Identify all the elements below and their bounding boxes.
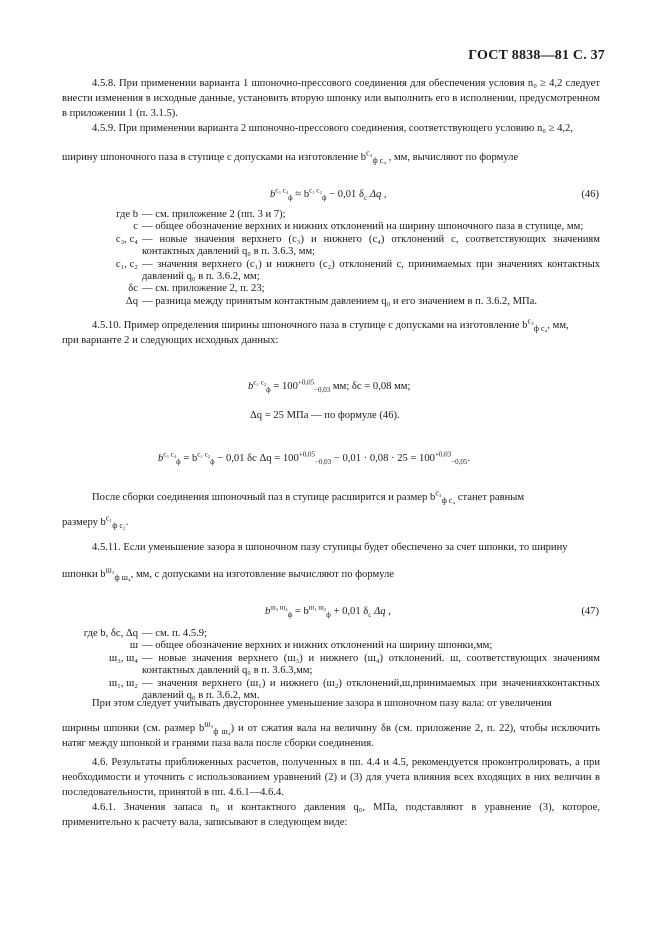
formula-rest: + 0,01 δ — [333, 606, 369, 617]
paragraph-4-5-9-line: 4.5.9. При применении варианта 2 шпоночно-прессового соединения, соответствующего условию n₀ ≥ 4,2, — [92, 123, 573, 134]
symbol: b — [248, 381, 254, 392]
text: размеру b — [62, 517, 106, 528]
formula-rest: − 0,01 δ — [329, 189, 364, 200]
text: при варианте 2 и следующих исходных данных: — [62, 335, 279, 346]
sup: +0,05 — [298, 450, 315, 459]
formula-lhs: b — [270, 189, 276, 200]
example-line-3: $b^{c_3 c_4}_ф = b^{c_1 c_2}_ф - 0,01$ δc $\Delta q = 100^{+0,05}_{-0,03} - 0,01 \cdot 0,08 \cdot 25 = 100^{+0,03}_{-0,05}$. — [158, 450, 471, 467]
sup: +0,05 — [297, 378, 315, 387]
paragraph-4-5-8 — [62, 76, 600, 136]
legend-row: где b, δc, Δq — см. п. 4.5.9; — [83, 628, 208, 639]
formula-lhs: b — [265, 606, 271, 617]
sup: +0,03 — [434, 450, 452, 459]
formula-mid: = b — [294, 606, 309, 617]
tail: мм; δc = 0,08 мм; — [330, 381, 411, 392]
sub: −0,03 — [314, 386, 331, 395]
paragraph-4-5-9-cont: ширину шпоночного паза в ступице с допусками на изготовление $b^{c_3}_{ф c_4}$ , мм, вычисляют по формуле — [62, 148, 519, 166]
text: − 0,01 · 0,08 · 25 = 100 — [333, 453, 435, 464]
text: − 0,01 δc Δq = 100 — [217, 453, 299, 464]
formula-tail: Δq , — [374, 606, 391, 617]
paragraph-4-5-11: 4.5.11. Если уменьшение зазора в шпоночном пазу ступицы будет обеспечено за счет шпонки, то ширину шпонки $b^{ш_3}_{ф ш_4}$, мм, с допусками на изготовление вычисляют по формуле — [62, 540, 600, 582]
text: шпонки b — [62, 569, 106, 580]
formula-46-number: (46) — [581, 189, 599, 200]
text: , мм, — [547, 320, 569, 331]
text: , мм, вычисляют по формуле — [388, 152, 519, 163]
paragraph-4-6 — [62, 755, 600, 830]
value: = 100 — [273, 381, 298, 392]
sub: −0,03 — [314, 458, 332, 467]
text: , мм, с допусками на изготовление вычисляют по формуле — [130, 569, 394, 580]
text: . — [467, 453, 471, 464]
text: При этом следует учитывать двустороннее уменьшение зазора в шпоночном пазу вала: от увеличения — [92, 698, 552, 709]
legend-row: ш₃, ш₄ — новые значения верхнего (ш₃) и нижнего (ш₄) отклонений. ш, соответствующих значениям контактных давлений q₀ в п. 3.6.3,мм; — [109, 652, 600, 677]
formula-mid: ≈ b — [295, 189, 310, 200]
text: После сборки соединения шпоночный паз в ступице расширится и размер b — [92, 492, 436, 503]
formula-tail: Δq , — [369, 189, 387, 200]
text: ширину шпоночного паза в ступице с допусками на изготовление b — [62, 152, 367, 163]
legend-row: ш — общее обозначение верхних и нижних отклонений на ширину шпонки,мм; — [129, 640, 493, 652]
example-line-1: $b^{c_1 c_2}_ф = 100^{+0,05}_{-0,03}$ мм; δc = 0,08 мм; — [248, 378, 411, 395]
legend-47 — [62, 628, 600, 702]
example-line-2: Δq = 25 МПа — по формуле (46). — [250, 410, 400, 421]
legend-row: где b — см. приложение 2 (пп. 3 и 7); — [116, 209, 286, 220]
formula-47: $b^{ш_3 ш_4}_ф = b^{ш_1 ш_2}_ф + 0,01$ $\delta_c$ Δq , — [265, 603, 391, 620]
sub: −0,05 — [451, 458, 468, 467]
legend-row: c — общее обозначение верхних и нижних отклонений на ширину шпоночного паза в ступице, мм; — [133, 221, 584, 233]
paragraph-4-5-10: 4.5.10. Пример определения ширины шпоночного паза в ступице с допусками на изготовление $b^{c_3}_{ф c_4}$, мм, при варианте 2 и следующих исходных данных: — [62, 318, 600, 348]
legend-row: δc — см. приложение 2, п. 23; — [128, 283, 265, 295]
legend-row: c₁, c₂ — значения верхнего (c₁) и нижнего (c₂) отклонений c, принимаемых при значениях контактных давлений q₀ в п. 3.6.2, мм; — [115, 258, 600, 283]
formula-47-number: (47) — [581, 606, 599, 617]
page-header: ГОСТ 8838—81 С. 37 — [468, 48, 605, 63]
legend-row: Δq — разница между принятым контактным давлением q₀ и его значением в п. 3.6.2, МПа. — [125, 295, 538, 307]
symbol: b — [158, 453, 164, 464]
legend-46 — [62, 209, 600, 308]
legend-row: ш₁, ш₂ — значения верхнего (ш₁) и нижнего (ш₂) отклонений,ш,принимаемых при значенияхконтактных давлений q₀ в п. 3.6.2, мм. — [109, 677, 600, 702]
text: ширины шпонки (см. размер b — [62, 723, 205, 734]
text: 4.6. Результаты приближенных расчетов, полученных в пп. 4.4 и 4.5, рекомендуется проконтролировать, а при необходимости и уточнить с использованием уравнений (2) и (3) для учета влияния всех входящих в них величин в последовательности, принятой в пп. 4.6.1—4.6.4. — [62, 757, 600, 798]
text: станет равным — [457, 492, 525, 503]
text: 4.5.10. Пример определения ширины шпоночного паза в ступице с допусками на изготовление b — [92, 320, 528, 331]
text: = b — [183, 453, 198, 464]
paragraph-after-assembly: После сборки соединения шпоночный паз в ступице расширится и размер $b^{c_3}_{ф c_4}$ станет равным размеру $b^{c_1}_{ф c_2}$. — [62, 488, 525, 531]
legend-row: c₃, c₄ — новые значения верхнего (c₃) и нижнего (c₄) отклонений c, соответствующих значениям контактных давлений q₀ в п. 3.6.3, мм; — [115, 233, 600, 258]
formula-46: $b^{c_3 c_4}_ф \approx b^{c_1 c_2}_ф - 0,01$ $\delta_c$ Δq , — [270, 186, 387, 203]
text: 4.5.11. Если уменьшение зазора в шпоночном пазу ступицы будет обеспечено за счет шпонки, то ширину — [92, 542, 568, 553]
paragraph-clearance: При этом следует учитывать двустороннее уменьшение зазора в шпоночном пазу вала: от увеличения ширины шпонки (см. размер $b^{ш_3}_{ф ш_4}$) и от сжатия вала на величину δв (см. приложение 2, п. 22), чтобы исключить натяг между шпонкой и гранями паза вала после сборки соединения. — [62, 698, 600, 749]
text: ) и от сжатия вала на величину δв (см. приложение 2, п. 22), чтобы исключить натяг между шпонкой и гранями паза вала после сборки соединения. — [62, 723, 600, 749]
paragraph-text: 4.5.8. При применении варианта 1 шпоночно-прессового соединения для обеспечения условия n₀ ≥ 4,2 следует внести изменения в исходные данные, установить вторую шпонку или выполнить его в исполнении, предусмотренном в приложении 1 (п. 3.1.5). — [62, 78, 600, 119]
paragraph-4-6-1: 4.6.1. Значения запаса n₀ и контактного давления q₀, МПа, подставляют в уравнение (3), которое, применительно к расчету вала, записывают в следующем виде: — [62, 802, 600, 828]
